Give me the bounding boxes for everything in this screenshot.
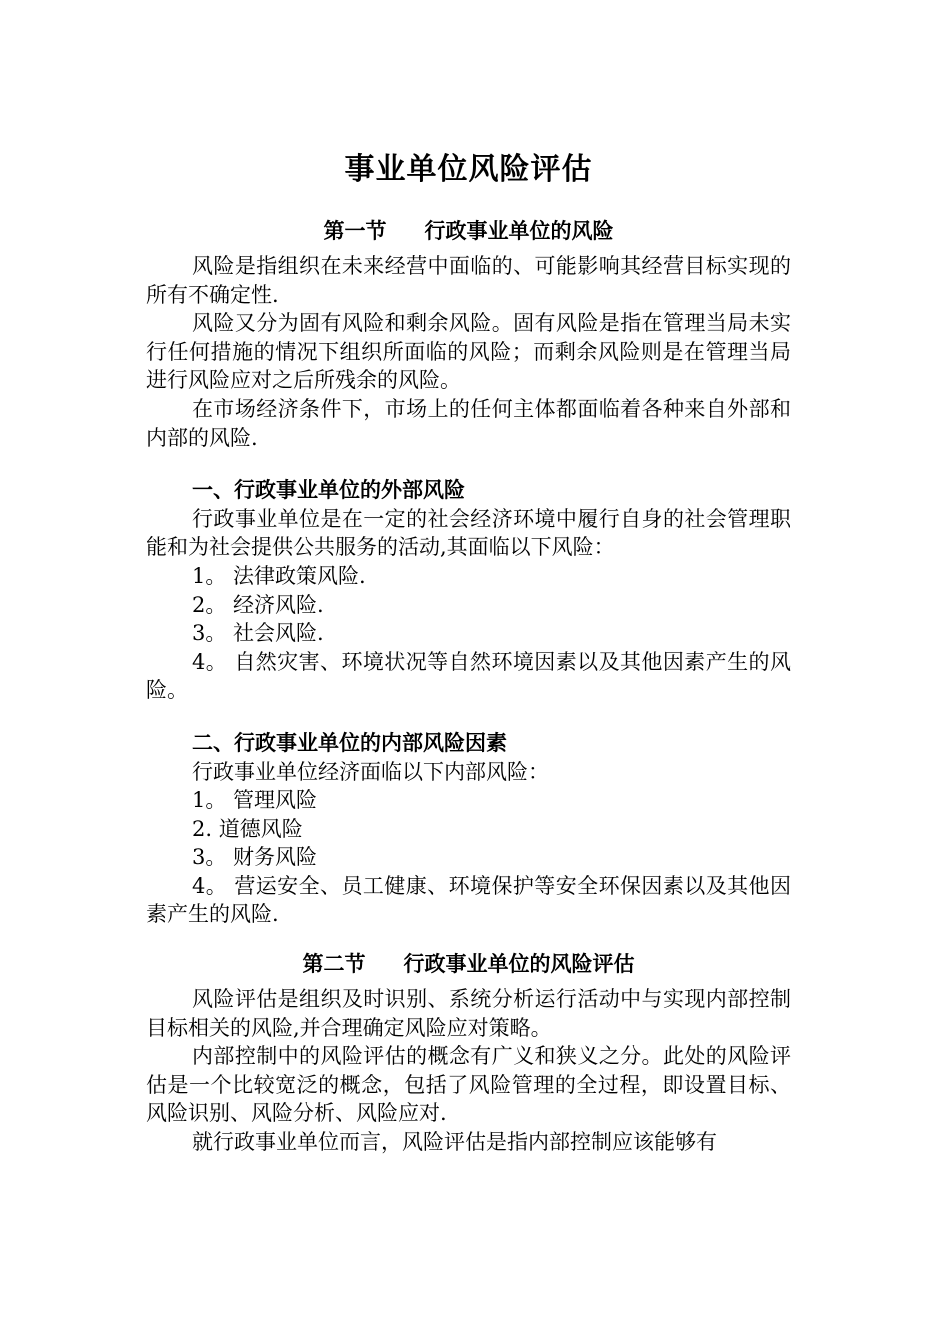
section-2-label: 第二节 [302,952,366,977]
list-item: 1。 法律政策风险. [192,563,366,588]
paragraph: 风险又分为固有风险和剩余风险。固有风险是指在管理当局未实行任何措施的情况下组织所面临的风险；而剩余风险则是在管理当局进行风险应对之后所残余的风险。 [146,311,791,393]
list-item: 4。 营运安全、员工健康、环境保护等安全环保因素以及其他因素产生的风险. [146,873,791,927]
list-item: 1。 管理风险 [192,788,318,813]
internal-risk-heading: 二、行政事业单位的内部风险因素 [192,730,507,755]
external-risk-heading: 一、行政事业单位的外部风险 [192,478,465,503]
document-title: 事业单位风险评估 [344,152,593,187]
paragraph: 内部控制中的风险评估的概念有广义和狭义之分。此处的风险评估是一个比较宽泛的概念，包括了风险管理的全过程，即设置目标、风险识别、风险分析、风险应对. [146,1044,791,1126]
list-item: 2. 道德风险 [192,816,303,841]
paragraph: 风险是指组织在未来经营中面临的、可能影响其经营目标实现的所有不确定性. [146,254,791,307]
section-1-heading: 行政事业单位的风险 [424,219,614,243]
list-item: 4。 自然灾害、环境状况等自然环境因素以及其他因素产生的风险。 [146,649,791,703]
list-item: 3。 社会风险. [192,621,324,646]
list-item: 3。 财务风险 [192,845,318,870]
paragraph: 行政事业单位经济面临以下内部风险： [192,759,549,784]
paragraph: 在市场经济条件下，市场上的任何主体都面临着各种来自外部和内部的风险. [146,396,791,450]
paragraph: 行政事业单位是在一定的社会经济环境中履行自身的社会管理职能和为社会提供公共服务的活动,其面临以下风险： [146,506,791,560]
section-2-title [146,947,791,981]
section-1-title [146,214,791,248]
paragraph: 风险评估是组织及时识别、系统分析运行活动中与实现内部控制目标相关的风险,并合理确定风险应对策略。 [146,987,791,1040]
list-item: 2。 经济风险. [192,592,324,617]
section-2-heading: 行政事业单位的风险评估 [403,952,635,977]
paragraph: 就行政事业单位而言，风险评估是指内部控制应该能够有 [192,1130,717,1155]
spacer [146,929,791,947]
document-content [146,148,791,1157]
section-1-label: 第一节 [323,219,387,243]
